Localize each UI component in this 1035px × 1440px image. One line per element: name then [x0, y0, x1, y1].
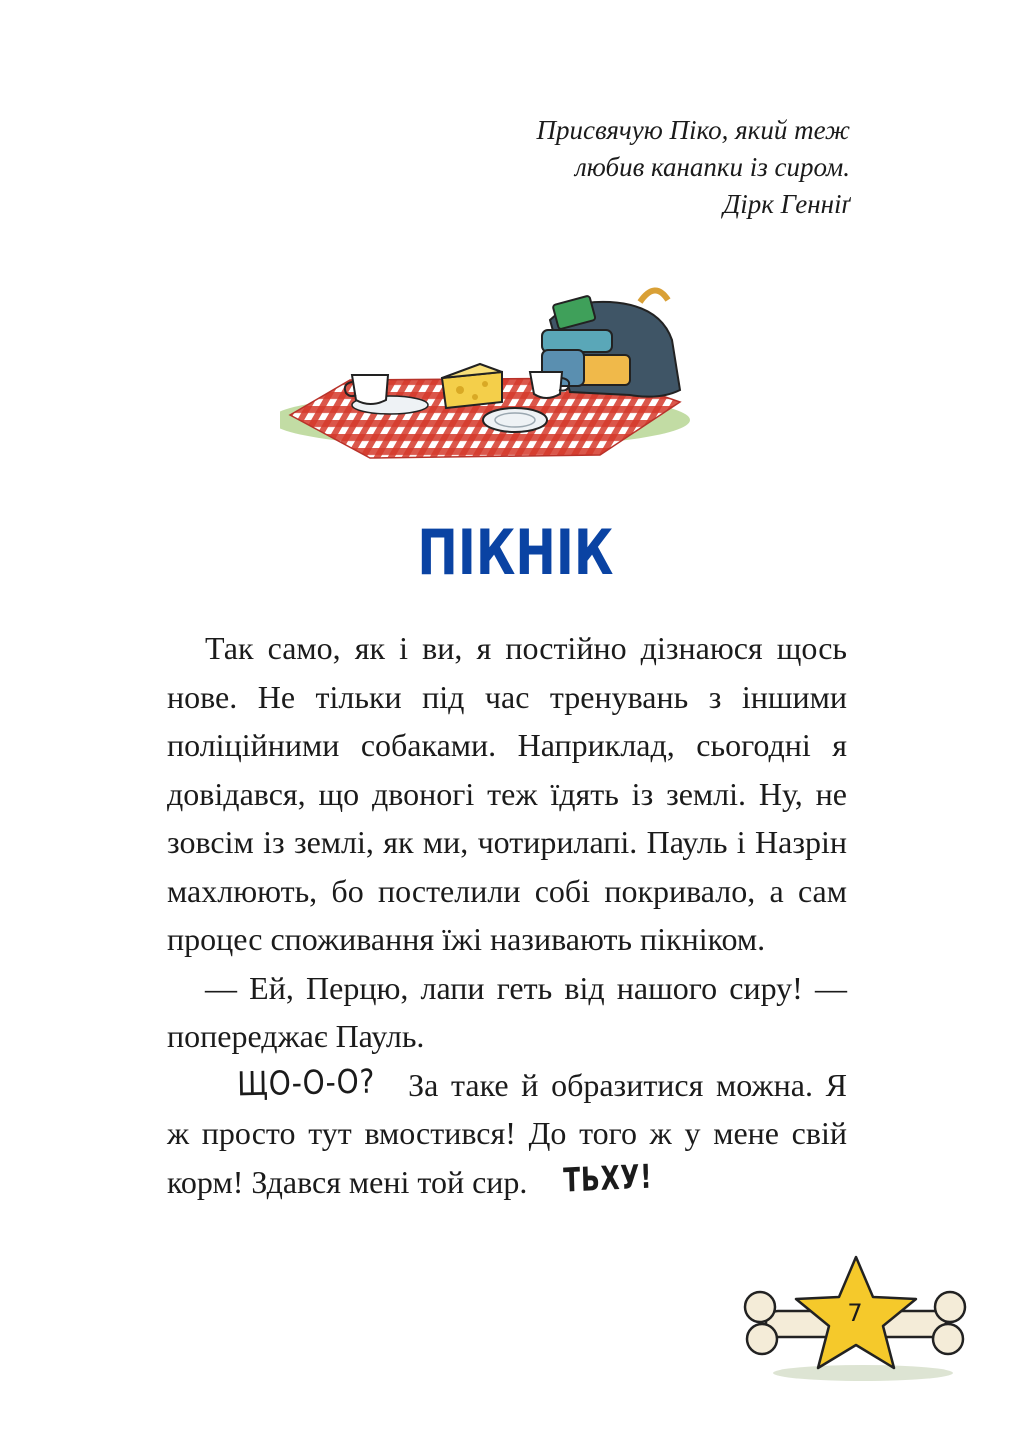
- paragraph-2: — Ей, Перцю, лапи геть від нашого сиру! — попереджає Пауль.: [167, 969, 847, 1054]
- page-number: 7: [847, 1299, 863, 1327]
- paragraph-3-text: За таке й образитися можна. Я ж просто тут вмостився! До того ж у мене свій корм! Здався мені той сир.: [167, 1066, 847, 1200]
- backpack-icon: [542, 290, 680, 396]
- paragraph-1: Так само, як і ви, я постійно дізнаюся щось нове. Не тільки під час тренувань з іншими поліційними собаками. Наприклад, сьогодні я довідався, що двоногі теж їдять із землі. Ну, не зовсім із землі, як ми, чотирилапі. Пауль і Назрін махлюють, бо постелили собі покривало, а сам процес споживання їжі називають пікніком.: [167, 630, 847, 957]
- shadow: [773, 1365, 953, 1381]
- dedication-author: Дірк Генніґ: [723, 189, 850, 219]
- chapter-title: ПІКНІК: [417, 516, 614, 589]
- dedication: [536, 112, 850, 223]
- paragraph-3: [167, 1061, 847, 1207]
- dedication-line-1: Присвячую Піко, який теж: [536, 115, 850, 145]
- shout-tfu: ТЬХУ!: [563, 1156, 654, 1200]
- dedication-line-2: любив канапки із сиром.: [575, 152, 850, 182]
- plate-icon: [483, 408, 547, 432]
- cheese-icon: [442, 364, 502, 408]
- picnic-illustration: [280, 280, 730, 480]
- chapter-text: [167, 624, 847, 1206]
- shout-what: ЩО-О-О?: [236, 1061, 376, 1103]
